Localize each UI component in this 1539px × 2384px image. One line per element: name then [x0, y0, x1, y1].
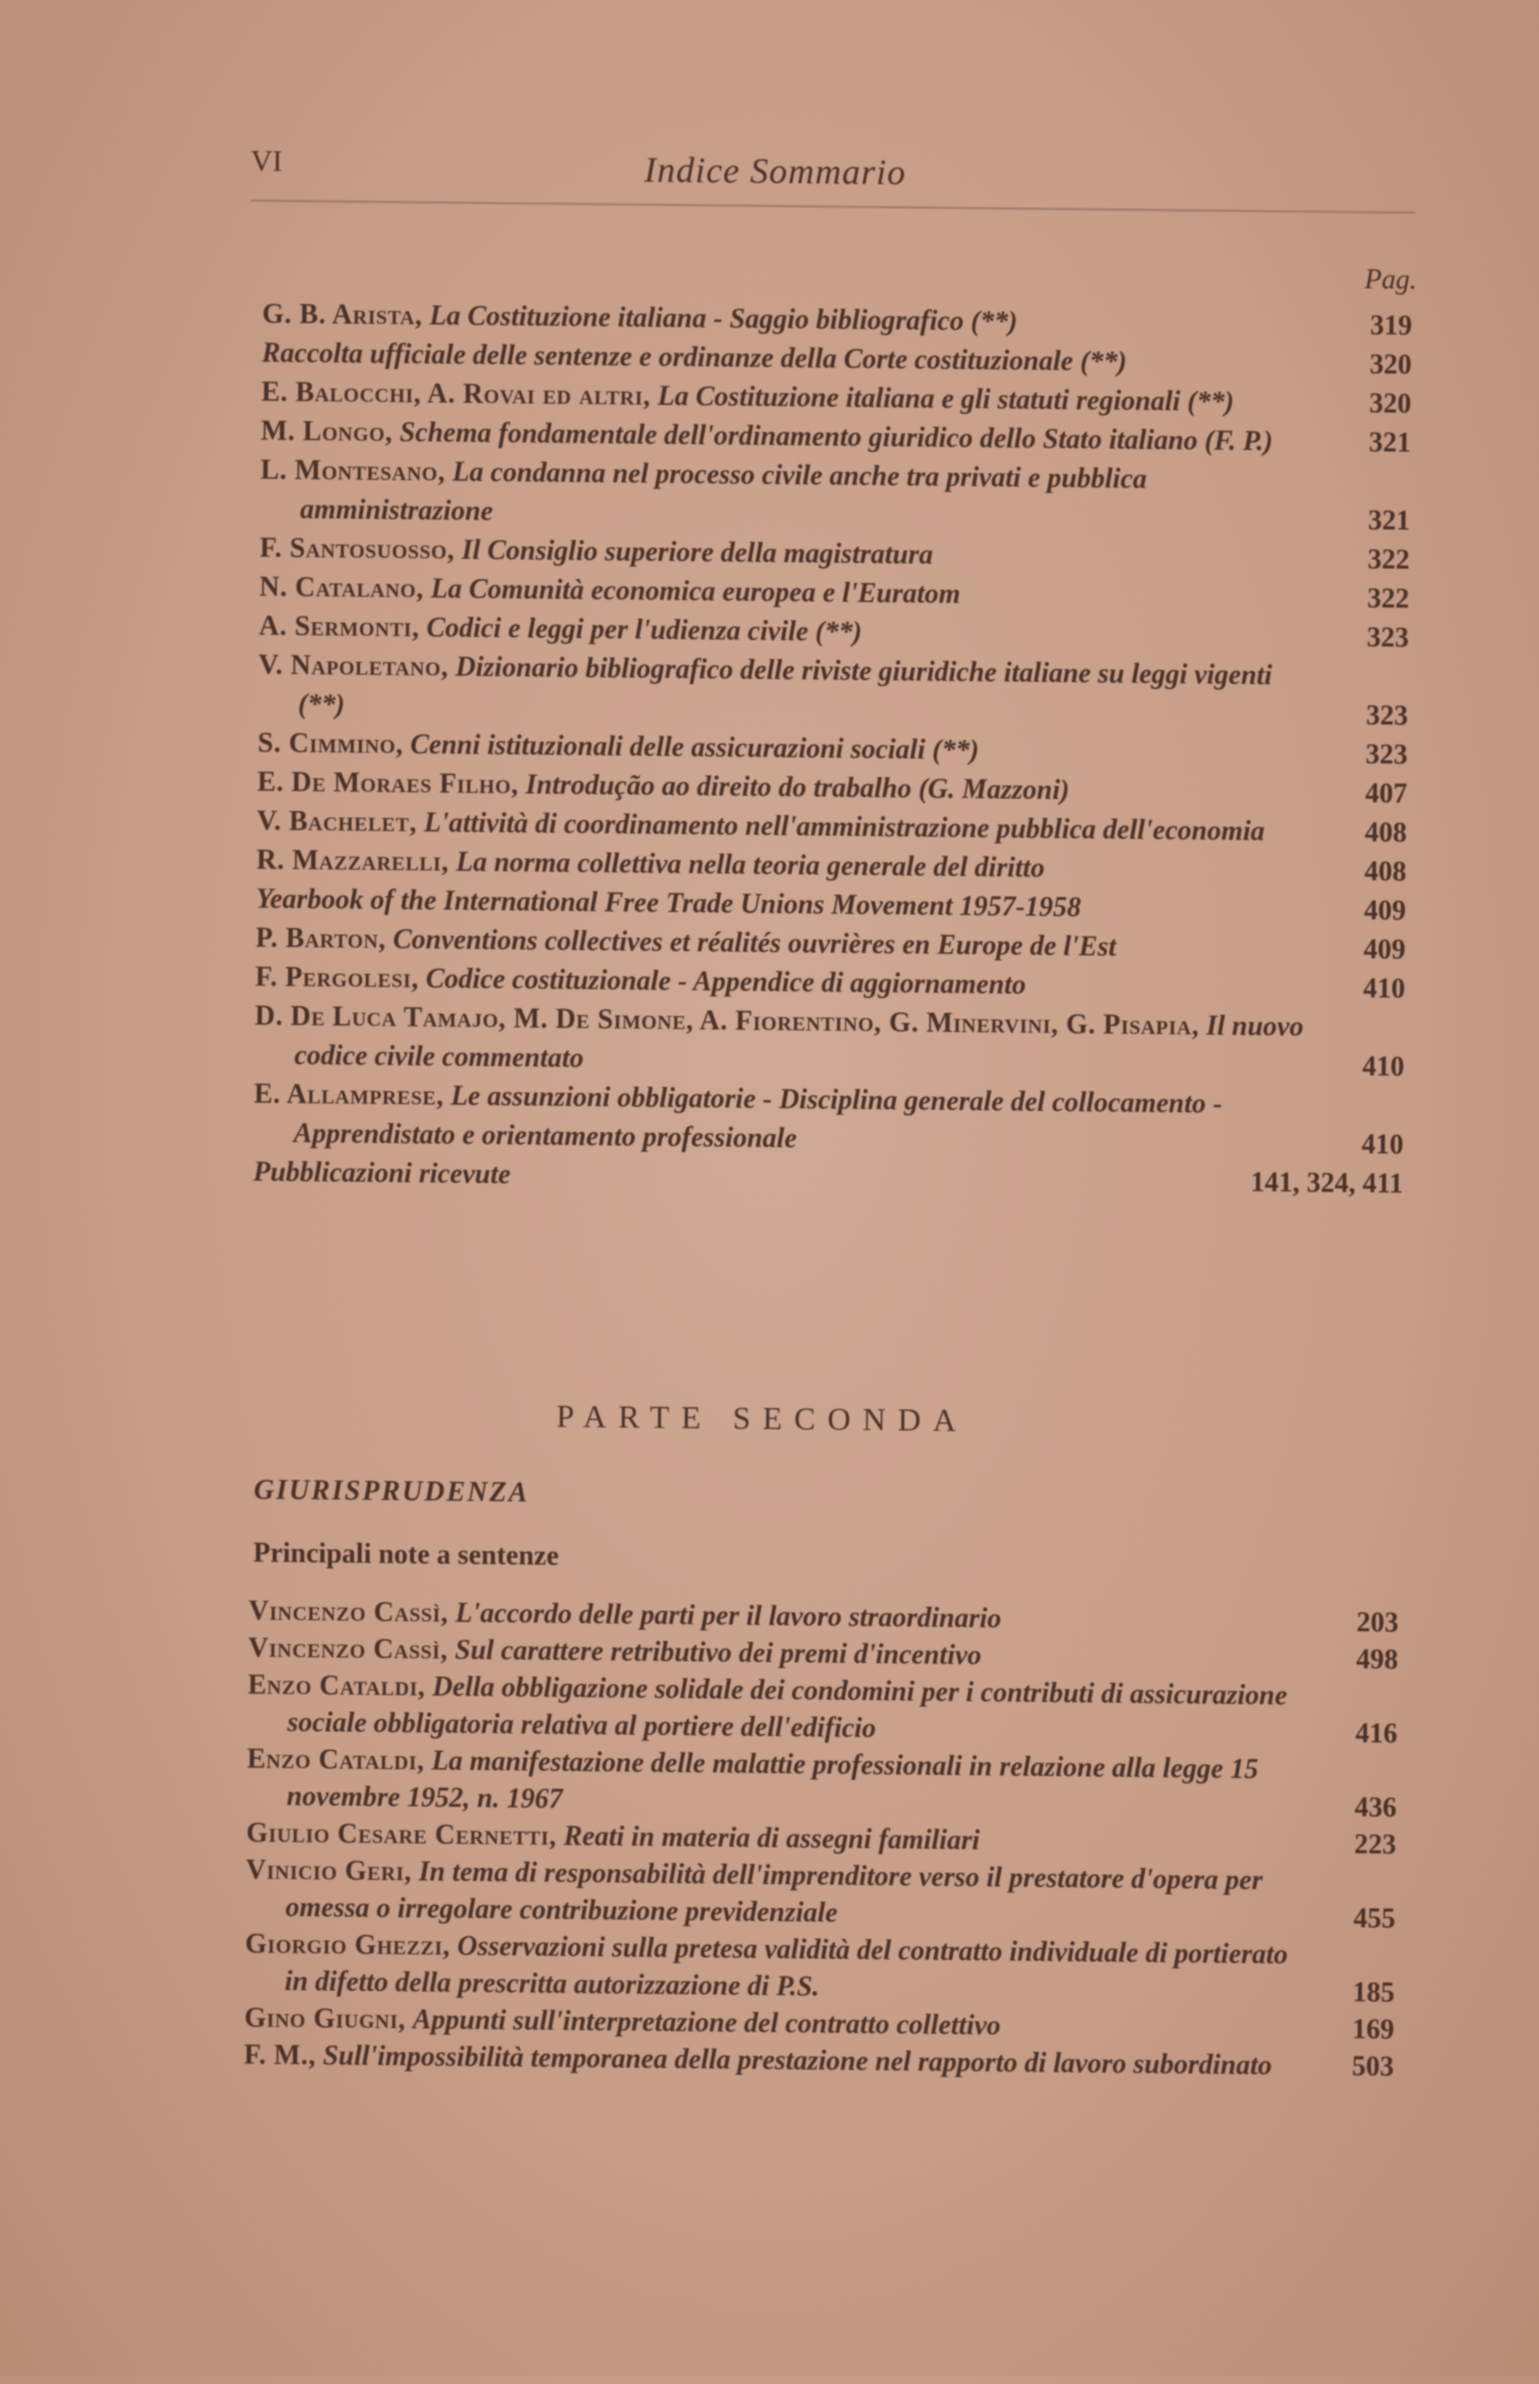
entry-author: N. Catalano, — [259, 572, 424, 605]
entry-page: 322 — [1367, 579, 1409, 618]
entry-author: D. De Luca Tamajo, M. De Simone, A. Fiorentino, G. Minervini, G. Pisapia, — [255, 1001, 1200, 1042]
entry-author: R. Mazzarelli, — [256, 845, 449, 878]
entry-author: P. Barton, — [255, 923, 386, 955]
entry-title: Codici e leggi per l'udienza civile (**) — [426, 612, 862, 648]
running-title: Indice Sommario — [5, 142, 1539, 200]
entry-title: Il nuovo codice civile commentato — [294, 1011, 1303, 1074]
entry-title: Conventions collectives et réalités ouvrières en Europe de l'Est — [393, 924, 1117, 963]
entry-page: 185 — [1352, 1974, 1394, 2011]
part-heading: PARTE SECONDA — [0, 1392, 1532, 1445]
entry-page: 436 — [1354, 1789, 1396, 1826]
entry-title: Cenni istituzionali delle assicurazioni sociali (**) — [410, 729, 979, 766]
entry-title: Le assunzioni obbligatorie - Disciplina generale del collocamento - Apprendistato e orientamento professionale — [293, 1081, 1222, 1155]
entry-page: 169 — [1352, 2011, 1394, 2048]
entry-author: V. Napoletano, — [258, 650, 448, 683]
page-folio: VI — [251, 145, 283, 179]
entry-page: 203 — [1356, 1604, 1398, 1641]
entry-title: Dizionario bibliografico delle riviste giuridiche italiane su leggi vigenti (**) — [298, 652, 1272, 721]
entry-page: 410 — [1361, 1125, 1403, 1164]
part-one-list — [253, 295, 1412, 1204]
part-two-list — [244, 1593, 1399, 2086]
entry-author: E. Balocchi, A. Rovai ed altri, — [261, 377, 651, 412]
entry-page: 408 — [1364, 852, 1406, 891]
header-rule — [250, 200, 1415, 214]
entry-page: 321 — [1368, 501, 1410, 540]
entry-title: Schema fondamentale dell'ordinamento giuridico dello Stato italiano (F. P.) — [399, 417, 1273, 457]
entry-page: 321 — [1369, 423, 1411, 462]
entry-author: F. M., — [244, 2040, 316, 2072]
entry-page: 410 — [1362, 1047, 1404, 1086]
entry-author: E. De Moraes Filho, — [257, 767, 519, 801]
entry-author: L. Montesano, — [260, 455, 445, 488]
entry-page: 223 — [1354, 1826, 1396, 1863]
entry-title: La Costituzione italiana - Saggio bibliografico (**) — [429, 300, 1017, 337]
entry-author: Giulio Cesare Cernetti, — [246, 1818, 557, 1852]
index-entry — [244, 1926, 1395, 2012]
entry-page: 409 — [1363, 930, 1405, 969]
entry-title: La condanna nel processo civile anche tra privati e pubblica amministrazione — [300, 457, 1147, 527]
entry-title: La manifestazione delle malattie professionali in relazione alla legge 15 novembre 1952, n. 1967 — [286, 1746, 1258, 1815]
entry-title: Appunti sull'interpretazione del contratto collettivo — [412, 2004, 1000, 2041]
entry-author: F. Santosuosso, — [260, 533, 455, 566]
index-entry — [245, 1852, 1396, 1938]
entry-page: 320 — [1369, 345, 1411, 384]
entry-title: Sull'impossibilità temporanea della prestazione nel rapporto di lavoro subordinato — [323, 2040, 1272, 2081]
entry-title: L'attività di coordinamento nell'amministrazione pubblica dell'economia — [424, 807, 1265, 847]
entry-page: 408 — [1365, 813, 1407, 852]
entry-page: 407 — [1365, 774, 1407, 813]
entry-page: 416 — [1355, 1715, 1397, 1752]
page-column-label: Pag. — [1364, 264, 1416, 297]
entry-title: La norma collettiva nella teoria generale del diritto — [456, 847, 1045, 884]
index-entry — [247, 1667, 1398, 1753]
entry-page: 141, 324, 411 — [1250, 1163, 1403, 1204]
entry-page: 323 — [1365, 735, 1407, 774]
entry-page: 320 — [1369, 384, 1411, 423]
entry-page: 323 — [1366, 696, 1408, 735]
entry-author: Vinicio Geri, — [246, 1855, 412, 1888]
entry-author: Enzo Cataldi, — [247, 1744, 425, 1777]
entry-title: Il Consiglio superiore della magistratura — [461, 535, 933, 571]
entry-title: Raccolta ufficiale delle sentenze e ordinanze della Corte costituzionale (**) — [262, 338, 1127, 378]
entry-author: V. Bachelet, — [257, 806, 417, 839]
entry-author: A. Sermonti, — [259, 611, 420, 644]
entry-title: Reati in materia di assegni familiari — [563, 1821, 979, 1856]
index-entry — [260, 451, 1411, 541]
entry-author: M. Longo, — [261, 416, 393, 448]
entry-title: In tema di responsabilità dell'imprenditore verso il prestatore d'opera per omessa o irregolare contribuzione previdenziale — [285, 1856, 1262, 1928]
entry-author: G. B. Arista, — [262, 299, 423, 332]
entry-author: E. Allamprese, — [254, 1079, 444, 1112]
entry-title: Osservazioni sulla pretesa validità del contratto individuale di portierato in difetto della prescritta autorizzazione di P.S. — [285, 1931, 1288, 2003]
entry-author: Vincenzo Cassì, — [248, 1596, 448, 1629]
entry-page: 503 — [1352, 2048, 1394, 2085]
entry-title: L'accordo delle parti per il lavoro straordinario — [455, 1598, 1001, 1635]
entry-title: Della obbligazione solidale dei condomini per i contributi di assicurazione sociale obbligatoria relativa al portiere dell'edificio — [287, 1672, 1287, 1745]
entry-title: Pubblicazioni ricevute — [253, 1157, 511, 1191]
entry-title: Yearbook of the International Free Trade Unions Movement 1957-1958 — [256, 884, 1081, 924]
entry-author: Vincenzo Cassì, — [248, 1633, 448, 1666]
entry-author: Giorgio Ghezzi, — [245, 1929, 450, 1962]
entry-title: Sul carattere retributivo dei premi d'incentivo — [455, 1635, 982, 1672]
entry-page: 319 — [1370, 306, 1412, 345]
index-entry — [246, 1741, 1397, 1827]
index-entry — [254, 997, 1405, 1087]
entry-title: La Comunità economica europea e l'Euratom — [431, 573, 961, 610]
subsection-heading: Principali note a sentenze — [253, 1538, 559, 1573]
index-entry — [253, 1075, 1404, 1165]
entry-title: La Costituzione italiana e gli statuti regionali (**) — [657, 381, 1234, 418]
entry-title: Introdução ao direito do trabalho (G. Mazzoni) — [525, 769, 1069, 806]
entry-page: 409 — [1364, 891, 1406, 930]
entry-page: 455 — [1353, 1900, 1395, 1937]
entry-author: Enzo Cataldi, — [248, 1670, 426, 1703]
section-heading: GIURISPRUDENZA — [254, 1475, 530, 1510]
entry-author: Gino Giugni, — [244, 2003, 406, 2036]
entry-page: 498 — [1356, 1641, 1398, 1678]
entry-page: 322 — [1367, 540, 1409, 579]
entry-author: S. Cimmino, — [257, 728, 403, 761]
index-entry — [258, 646, 1409, 736]
entry-title: Codice costituzionale - Appendice di aggiornamento — [426, 963, 1026, 1000]
entry-page: 323 — [1367, 618, 1409, 657]
entry-page: 410 — [1363, 969, 1405, 1008]
entry-author: F. Pergolesi, — [255, 962, 419, 995]
